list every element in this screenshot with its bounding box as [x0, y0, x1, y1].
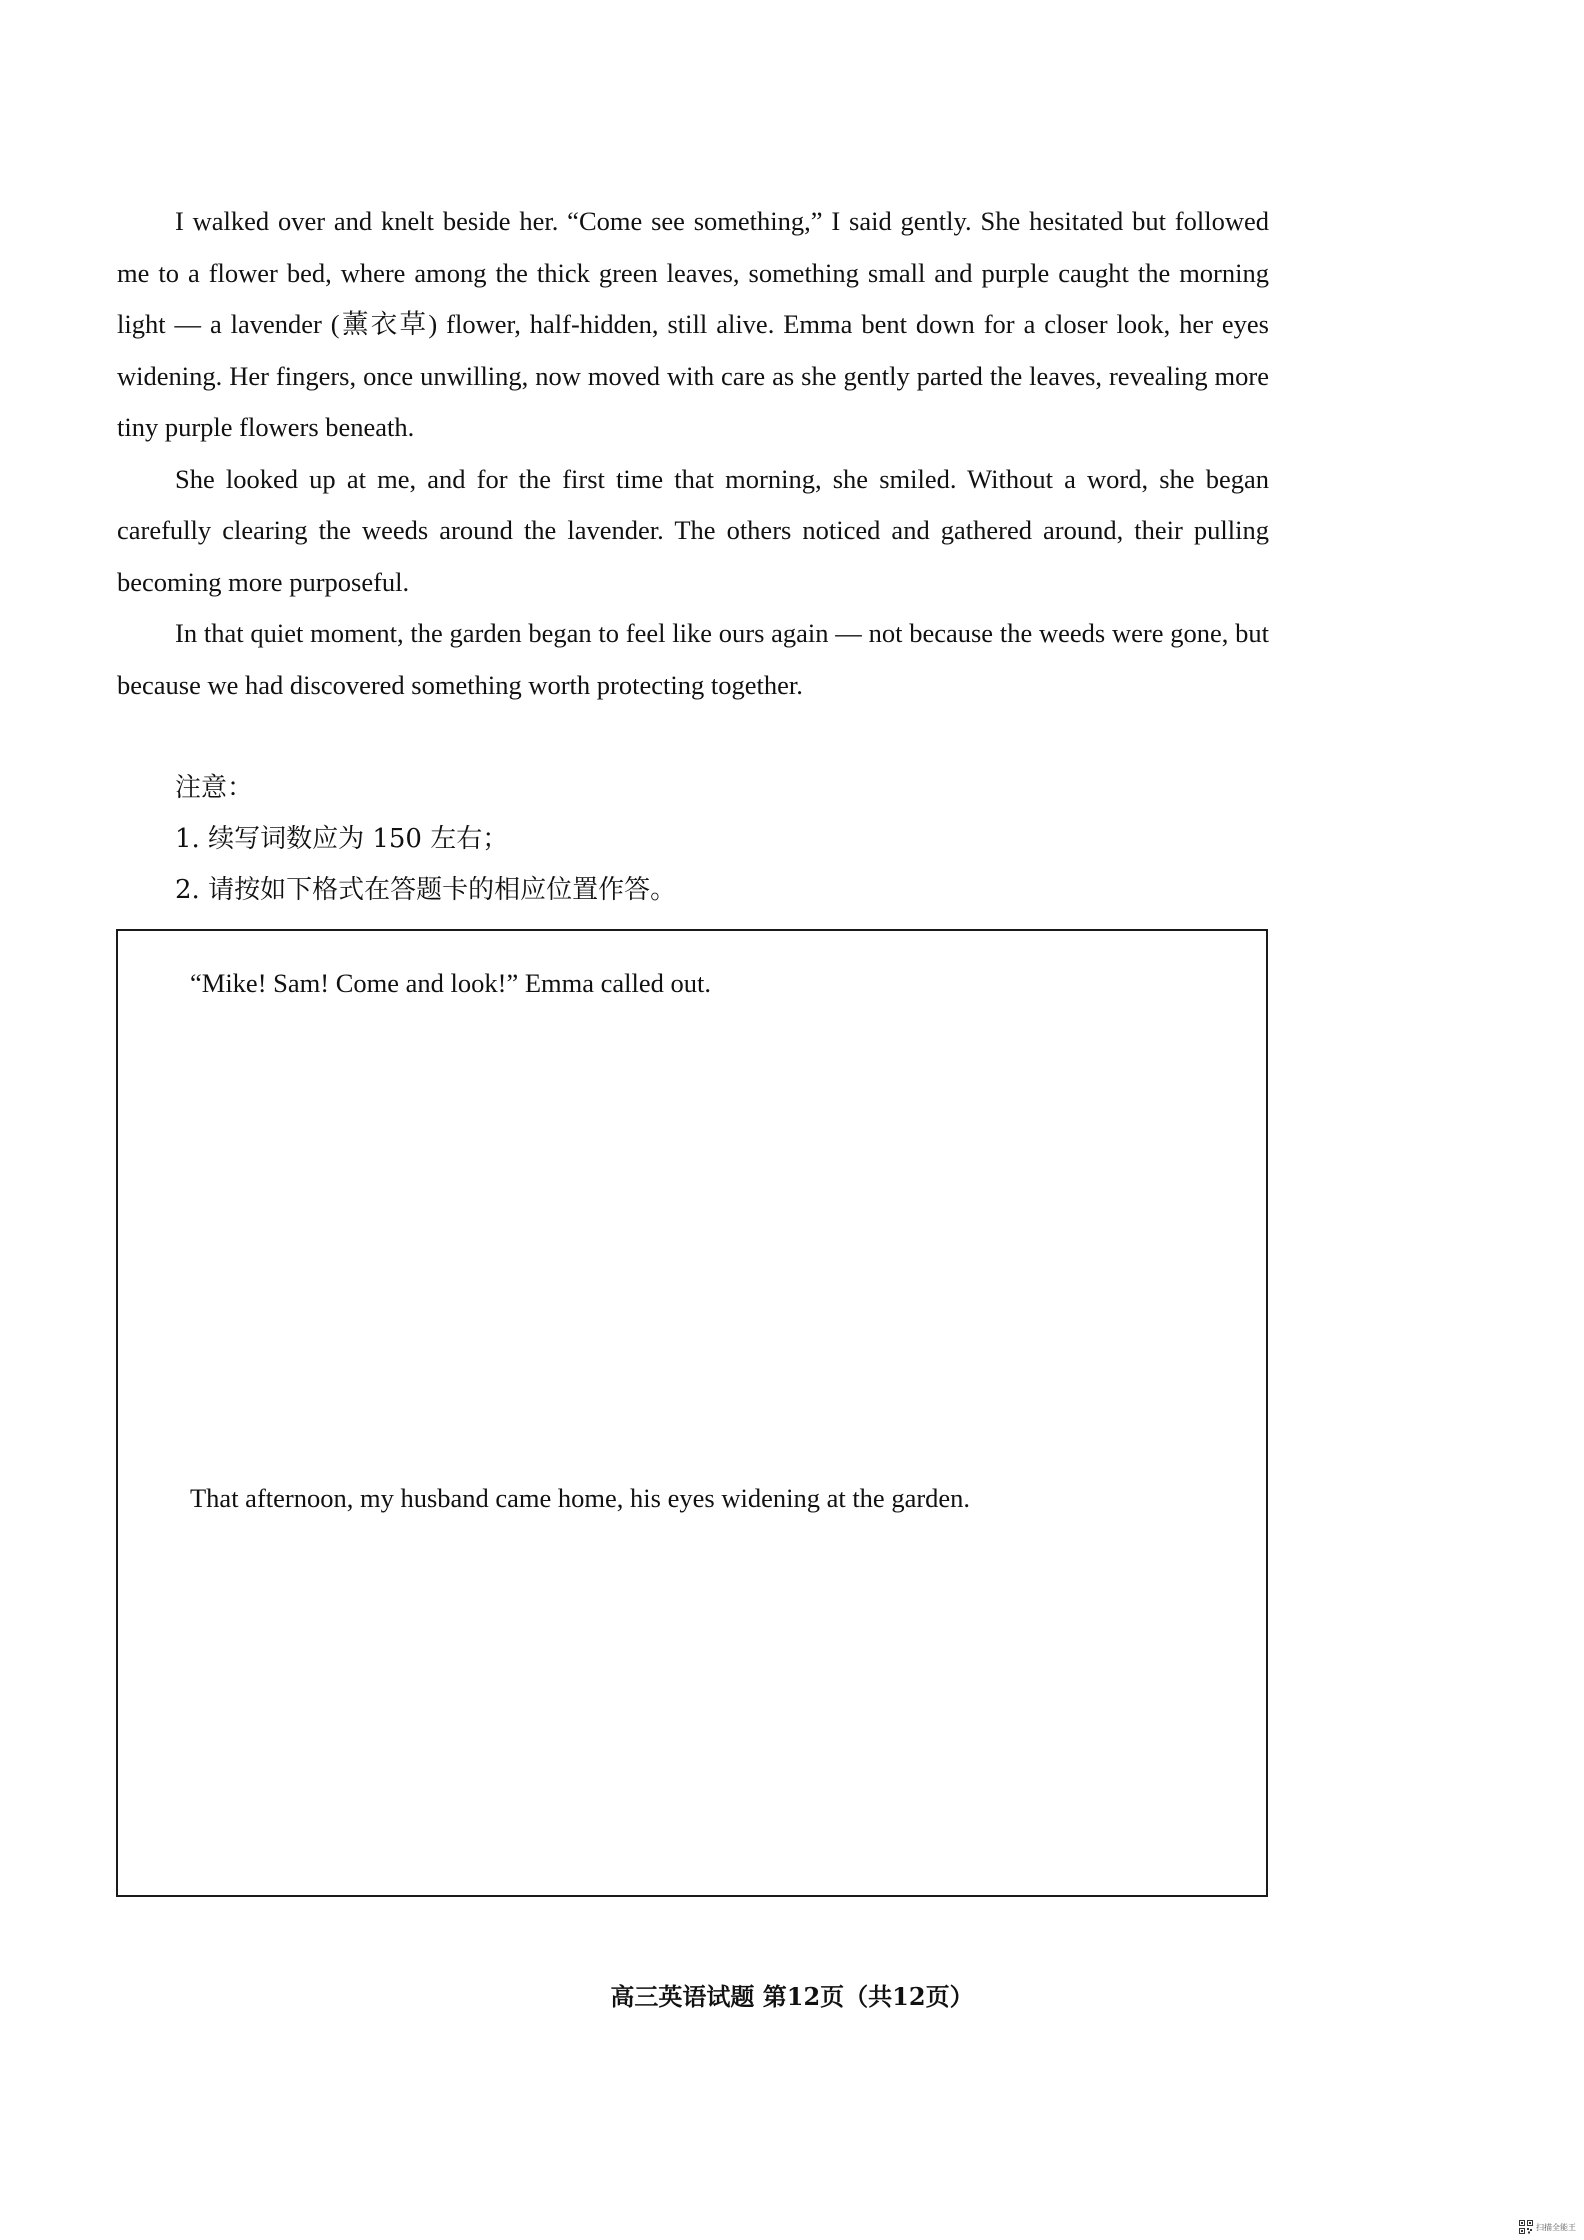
notes-item-answer-format: 2. 请按如下格式在答题卡的相应位置作答。: [175, 875, 677, 905]
notes-item-word-count: 1. 续写词数应为 150 左右；: [175, 824, 509, 854]
scanner-watermark: [1519, 2220, 1576, 2234]
writing-notes: [175, 763, 676, 916]
notes-heading: 注意：: [175, 773, 254, 803]
passage-paragraph-2: She looked up at me, and for the first time that morning, she smiled. Without a word, she began carefully clearing the weeds around the lavender. The others noticed and gathered around, their pulling becoming more purposeful.: [117, 463, 1269, 597]
scanner-watermark-label: 扫描全能王: [1536, 2222, 1576, 2232]
continuation-prompt-2: That afternoon, my husband came home, his eyes widening at the garden.: [190, 1483, 971, 1513]
passage-paragraph-3: In that quiet moment, the garden began to feel like ours again — not because the weeds were gone, but because we had discovered something worth protecting together.: [117, 618, 1269, 700]
answer-box: [116, 929, 1268, 1897]
story-passage: [117, 196, 1269, 711]
page-footer: 高三英语试题 第12页（共12页）: [610, 1982, 974, 2011]
continuation-prompt-1: “Mike! Sam! Come and look!” Emma called out.: [190, 968, 712, 998]
passage-paragraph-1: I walked over and knelt beside her. “Come see something,” I said gently. She hesitated but followed me to a flower bed, where among the thick green leaves, something small and purple caught the morning light — a lavender (薰衣草) flower, half-hidden, still alive. Emma bent down for a closer look, her eyes widening. Her fingers, once unwilling, now moved with care as she gently parted the leaves, revealing more tiny purple flowers beneath.: [117, 206, 1269, 442]
qr-code-icon: [1519, 2220, 1533, 2234]
